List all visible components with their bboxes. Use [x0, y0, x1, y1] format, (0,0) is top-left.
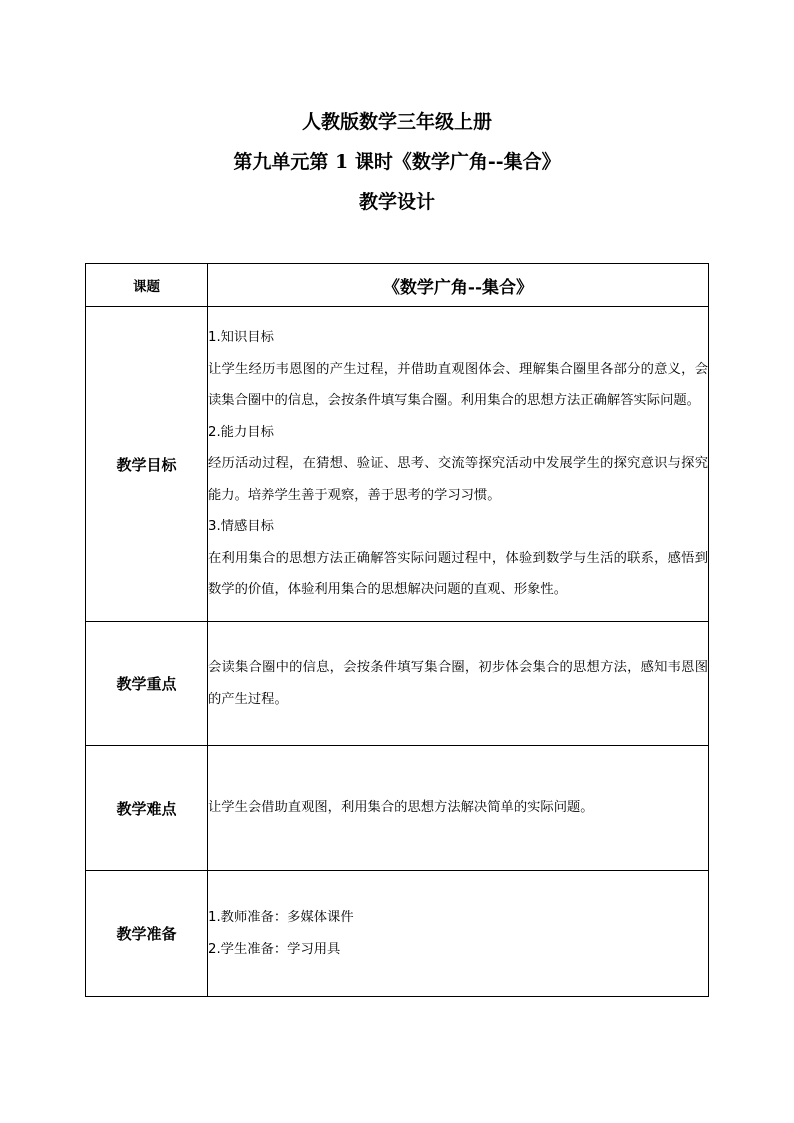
goals-label: 教学目标: [86, 307, 208, 622]
preparation-cell: [208, 871, 709, 997]
goal-knowledge-text: 让学生经历韦恩图的产生过程，并借助直观图体会、理解集合圈里各部分的意义，会读集合圈中的信息，会按条件填写集合圈。利用集合的思想方法正确解答实际问题。: [208, 361, 708, 409]
difficulty-text: 让学生会借助直观图，利用集合的思想方法解决简单的实际问题。: [208, 800, 594, 816]
goals-cell: [208, 307, 709, 622]
preparation-item: 1.教师准备：多媒体课件: [208, 910, 354, 925]
table-row-goals: [86, 307, 709, 622]
difficulty-cell: [208, 746, 709, 871]
preparation-item: 2.学生准备：学习用具: [208, 941, 341, 957]
goal-ability-text: 经历活动过程，在猜想、验证、思考、交流等探究活动中发展学生的探究意识与探究能力。培养学生善于观察，善于思考的学习习惯。: [208, 456, 708, 503]
lesson-plan-table: [85, 263, 709, 997]
goal-knowledge-heading: 1.知识目标: [208, 330, 274, 346]
document-header: [0, 102, 794, 222]
goal-emotion-heading: 3.情感目标: [208, 519, 274, 535]
goal-ability-heading: 2.能力目标: [208, 424, 274, 440]
document-subtitle: 第九单元第 1 课时《数学广角--集合》: [233, 151, 561, 173]
topic-value: 《数学广角--集合》: [382, 277, 534, 298]
table-row-key-points: [86, 622, 709, 746]
topic-cell: [208, 264, 709, 307]
goal-emotion-text: 在利用集合的思想方法正确解答实际问题过程中，体验到数学与生活的联系，感悟到数学的价值，体验利用集合的思想解决问题的直观、形象性。: [208, 550, 708, 598]
difficulty-label: 教学难点: [86, 746, 208, 871]
key-points-cell: [208, 622, 709, 746]
table-row-difficulty: [86, 746, 709, 871]
table-row-topic: [86, 264, 709, 307]
document-type-title: 教学设计: [358, 191, 435, 213]
table-row-preparation: [86, 871, 709, 997]
key-points-label: 教学重点: [86, 622, 208, 746]
key-points-text: 会读集合圈中的信息，会按条件填写集合圈，初步体会集合的思想方法，感知韦恩图的产生过程。: [208, 660, 708, 707]
document-title: 人教版数学三年级上册: [301, 111, 492, 133]
preparation-label: 教学准备: [86, 871, 208, 997]
topic-label: 课题: [86, 264, 208, 307]
